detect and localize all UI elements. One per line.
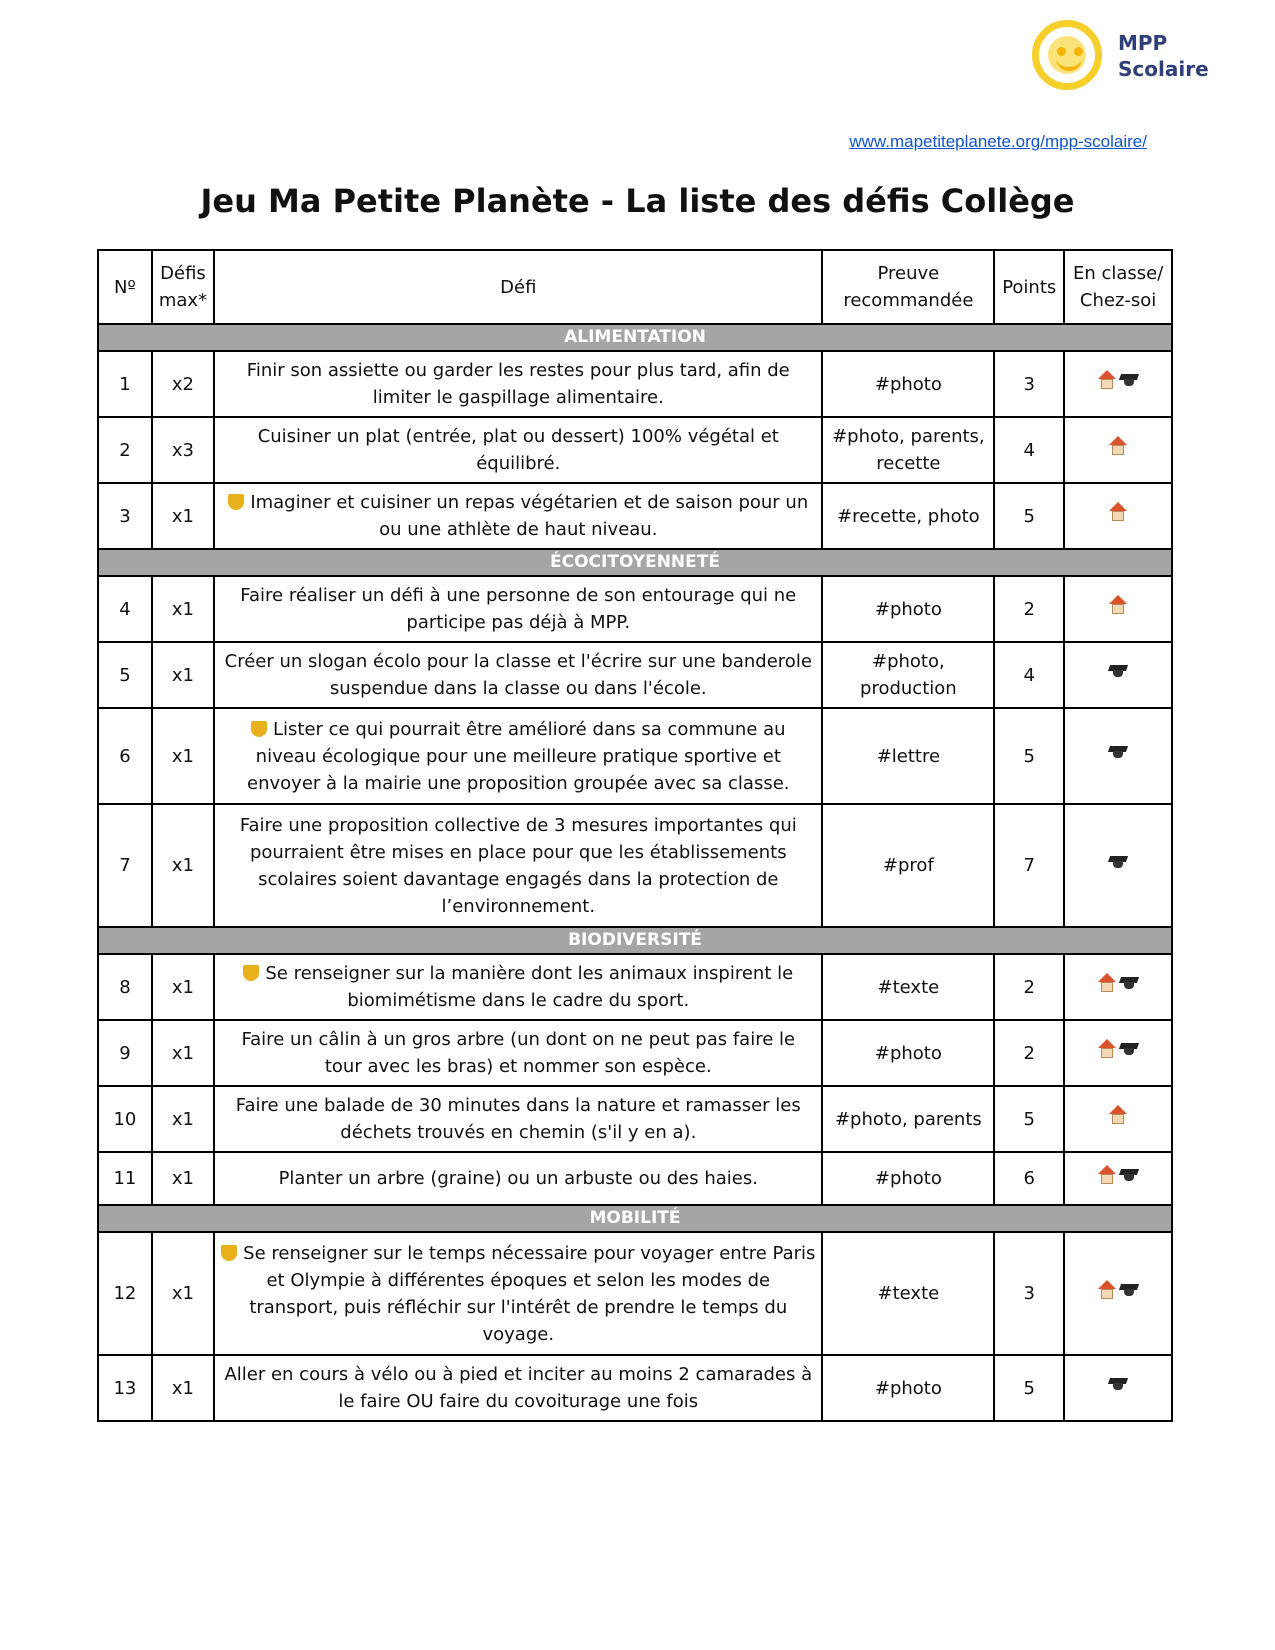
cell-defi [214,954,822,1020]
cell-no: 12 [98,1232,152,1355]
cell-no: 2 [98,417,152,483]
cell-points: 4 [994,417,1064,483]
defi-text: Faire une balade de 30 minutes dans la nature et ramasser les déchets trouvés en chemin (s'il y en a). [235,1095,801,1143]
defi-text: Se renseigner sur la manière dont les animaux inspirent le biomimétisme dans le cadre du sport. [265,963,794,1011]
table-row [98,642,1172,708]
table-row [98,1355,1172,1421]
category-label: ALIMENTATION [98,324,1172,351]
header-no: Nº [98,250,152,324]
table-row [98,804,1172,927]
cell-points: 4 [994,642,1064,708]
cell-defi [214,351,822,417]
cell-points: 2 [994,954,1064,1020]
cell-lieu [1064,576,1172,642]
category-row-biodiversite [98,927,1172,954]
table-header-row [98,250,1172,324]
defi-text: Faire un câlin à un gros arbre (un dont on ne peut pas faire le tour avec les bras) et nommer son espèce. [241,1029,796,1077]
table-row [98,351,1172,417]
category-row-mobilite [98,1205,1172,1232]
house-icon [1097,973,1117,993]
defi-text: Aller en cours à vélo ou à pied et inciter au moins 2 camarades à le faire OU faire du covoiturage une fois [224,1364,813,1412]
logo-text [1118,30,1209,82]
defi-text: Créer un slogan écolo pour la classe et l'écrire sur une banderole suspendue dans la classe ou dans l'école. [224,651,812,699]
cell-preuve: #texte [822,1232,994,1355]
cell-points: 2 [994,576,1064,642]
graduation-cap-icon [1108,742,1128,762]
category-label: ÉCOCITOYENNETÉ [98,549,1172,576]
cell-preuve: #photo [822,576,994,642]
house-icon [1108,502,1128,522]
cell-lieu [1064,1355,1172,1421]
challenges-table [97,249,1173,1422]
cell-max: x1 [152,483,214,549]
graduation-cap-icon [1108,661,1128,681]
graduation-cap-icon [1119,370,1139,390]
cell-defi [214,708,822,804]
defi-text: Planter un arbre (graine) ou un arbuste ou des haies. [278,1168,758,1189]
cell-points: 5 [994,1086,1064,1152]
cell-points: 5 [994,483,1064,549]
table-row [98,1086,1172,1152]
table-row [98,1152,1172,1205]
graduation-cap-icon [1108,1374,1128,1394]
graduation-cap-icon [1108,852,1128,872]
cell-defi [214,1086,822,1152]
cell-lieu [1064,351,1172,417]
logo-line-2: Scolaire [1118,57,1209,81]
cell-preuve: #photo, parents [822,1086,994,1152]
cell-lieu [1064,1020,1172,1086]
cell-max: x1 [152,804,214,927]
cell-points: 6 [994,1152,1064,1205]
cell-lieu [1064,417,1172,483]
graduation-cap-icon [1119,1280,1139,1300]
cell-defi [214,1152,822,1205]
cell-preuve: #photo, production [822,642,994,708]
cell-no: 11 [98,1152,152,1205]
cell-no: 7 [98,804,152,927]
cell-preuve: #recette, photo [822,483,994,549]
defi-text: Faire réaliser un défi à une personne de son entourage qui ne participe pas déjà à MPP. [240,585,797,633]
cell-lieu [1064,1232,1172,1355]
logo-line-1: MPP [1118,31,1168,55]
header-max: Défis max* [152,250,214,324]
cell-max: x1 [152,1232,214,1355]
cell-no: 3 [98,483,152,549]
cell-no: 9 [98,1020,152,1086]
cell-max: x1 [152,708,214,804]
cell-lieu [1064,483,1172,549]
house-icon [1097,370,1117,390]
cell-points: 3 [994,351,1064,417]
cell-max: x1 [152,1355,214,1421]
cell-defi [214,642,822,708]
defi-text: Lister ce qui pourrait être amélioré dans sa commune au niveau écologique pour une meilleure pratique sportive et envoyer à la mairie une proposition groupée avec sa classe. [247,718,790,794]
cell-points: 5 [994,708,1064,804]
cell-preuve: #photo [822,1152,994,1205]
cell-preuve: #photo [822,1020,994,1086]
category-label: BIODIVERSITÉ [98,927,1172,954]
house-icon [1097,1280,1117,1300]
cell-max: x1 [152,576,214,642]
cell-defi [214,417,822,483]
cell-no: 10 [98,1086,152,1152]
graduation-cap-icon [1119,1039,1139,1059]
cell-defi [214,576,822,642]
header-defi: Défi [214,250,822,324]
house-icon [1097,1039,1117,1059]
defi-text: Se renseigner sur le temps nécessaire pour voyager entre Paris et Olympie à différentes époques et selon les modes de transport, puis réfléchir sur l'intérêt de prendre le temps du voyage. [243,1242,816,1345]
trophy-icon [228,494,244,510]
table-row [98,1232,1172,1355]
page-title: Jeu Ma Petite Planète - La liste des défis Collège [200,182,1075,220]
category-row-alimentation [98,324,1172,351]
cell-lieu [1064,954,1172,1020]
cell-lieu [1064,804,1172,927]
cell-defi [214,1020,822,1086]
cell-max: x2 [152,351,214,417]
website-link[interactable]: www.mapetiteplanete.org/mpp-scolaire/ [849,132,1147,151]
graduation-cap-icon [1119,1165,1139,1185]
cell-points: 2 [994,1020,1064,1086]
cell-no: 13 [98,1355,152,1421]
cell-no: 5 [98,642,152,708]
cell-preuve: #photo [822,1355,994,1421]
cell-lieu [1064,1152,1172,1205]
table-row [98,1020,1172,1086]
house-icon [1108,595,1128,615]
header-points: Points [994,250,1064,324]
cell-preuve: #lettre [822,708,994,804]
cell-no: 4 [98,576,152,642]
mpp-scolaire-logo [1032,18,1212,98]
cell-no: 6 [98,708,152,804]
cell-preuve: #photo, parents, recette [822,417,994,483]
table-row [98,576,1172,642]
cell-points: 7 [994,804,1064,927]
cell-max: x1 [152,954,214,1020]
smiley-logo-icon [1032,20,1102,90]
table-row [98,708,1172,804]
table-row [98,954,1172,1020]
cell-lieu [1064,642,1172,708]
house-icon [1097,1165,1117,1185]
cell-defi [214,483,822,549]
category-row-ecocitoyennete [98,549,1172,576]
cell-preuve: #texte [822,954,994,1020]
cell-preuve: #photo [822,351,994,417]
cell-max: x1 [152,1020,214,1086]
trophy-icon [221,1245,237,1261]
cell-defi [214,1232,822,1355]
category-label: MOBILITÉ [98,1205,1172,1232]
house-icon [1108,1105,1128,1125]
table-row [98,417,1172,483]
cell-max: x1 [152,1086,214,1152]
header-preuve: Preuve recommandée [822,250,994,324]
cell-points: 5 [994,1355,1064,1421]
cell-points: 3 [994,1232,1064,1355]
trophy-icon [251,721,267,737]
defi-text: Cuisiner un plat (entrée, plat ou dessert) 100% végétal et équilibré. [257,426,779,474]
graduation-cap-icon [1119,973,1139,993]
cell-max: x1 [152,642,214,708]
cell-max: x3 [152,417,214,483]
cell-max: x1 [152,1152,214,1205]
cell-preuve: #prof [822,804,994,927]
cell-lieu [1064,708,1172,804]
table-row [98,483,1172,549]
house-icon [1108,436,1128,456]
defi-text: Imaginer et cuisiner un repas végétarien et de saison pour un ou une athlète de haut niveau. [250,492,809,540]
cell-lieu [1064,1086,1172,1152]
cell-no: 1 [98,351,152,417]
cell-defi [214,1355,822,1421]
defi-text: Finir son assiette ou garder les restes pour plus tard, afin de limiter le gaspillage alimentaire. [246,360,790,408]
defi-text: Faire une proposition collective de 3 mesures importantes qui pourraient être mises en place pour que les établissements scolaires soient davantage engagés dans la protection de l’environnement. [239,814,797,917]
cell-no: 8 [98,954,152,1020]
cell-defi [214,804,822,927]
trophy-icon [243,965,259,981]
header-lieu: En classe/ Chez-soi [1064,250,1172,324]
